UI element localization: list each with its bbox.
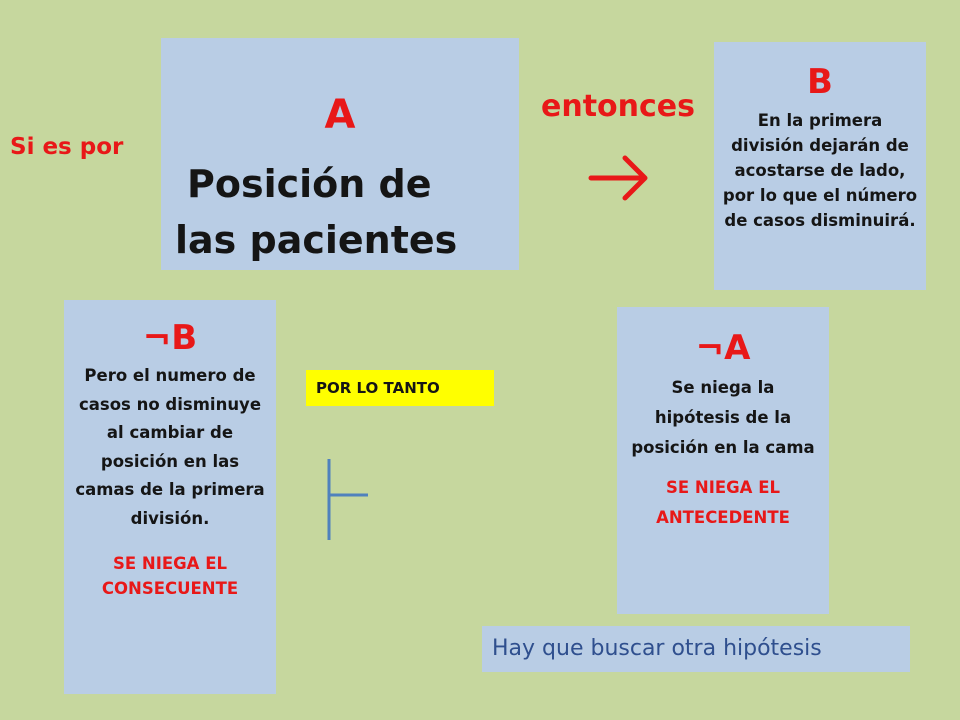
not-a-letter: ¬A bbox=[695, 328, 751, 368]
premise-a-box bbox=[161, 38, 519, 270]
therefore-label: POR LO TANTO bbox=[306, 370, 494, 406]
turnstile-icon bbox=[322, 456, 370, 542]
right-arrow-icon bbox=[585, 150, 655, 206]
premise-a-letter: A bbox=[324, 92, 356, 138]
deny-consequent-label: SE NIEGA EL CONSECUENTE bbox=[101, 554, 239, 598]
conclusion-box: Hay que buscar otra hipótesis bbox=[482, 626, 910, 672]
not-a-text: Se niega la hipótesis de la posición en la cama bbox=[631, 378, 815, 457]
consequent-b-letter: B bbox=[807, 62, 833, 102]
then-label: entonces bbox=[541, 89, 695, 124]
consequent-b-box bbox=[714, 42, 926, 290]
deny-antecedent-label: SE NIEGA EL ANTECEDENTE bbox=[656, 478, 790, 527]
not-b-box bbox=[64, 300, 276, 694]
not-b-text: Pero el numero de casos no disminuye al cambiar de posición en las camas de la primera división. bbox=[75, 366, 265, 528]
if-label: Si es por bbox=[10, 134, 124, 160]
consequent-b-text: En la primera división dejarán de acostarse de lado, por lo que el número de casos disminuirá. bbox=[722, 111, 918, 230]
premise-a-text: Posición de las pacientes bbox=[175, 162, 458, 262]
not-a-box bbox=[617, 307, 829, 614]
not-b-letter: ¬B bbox=[142, 318, 198, 358]
